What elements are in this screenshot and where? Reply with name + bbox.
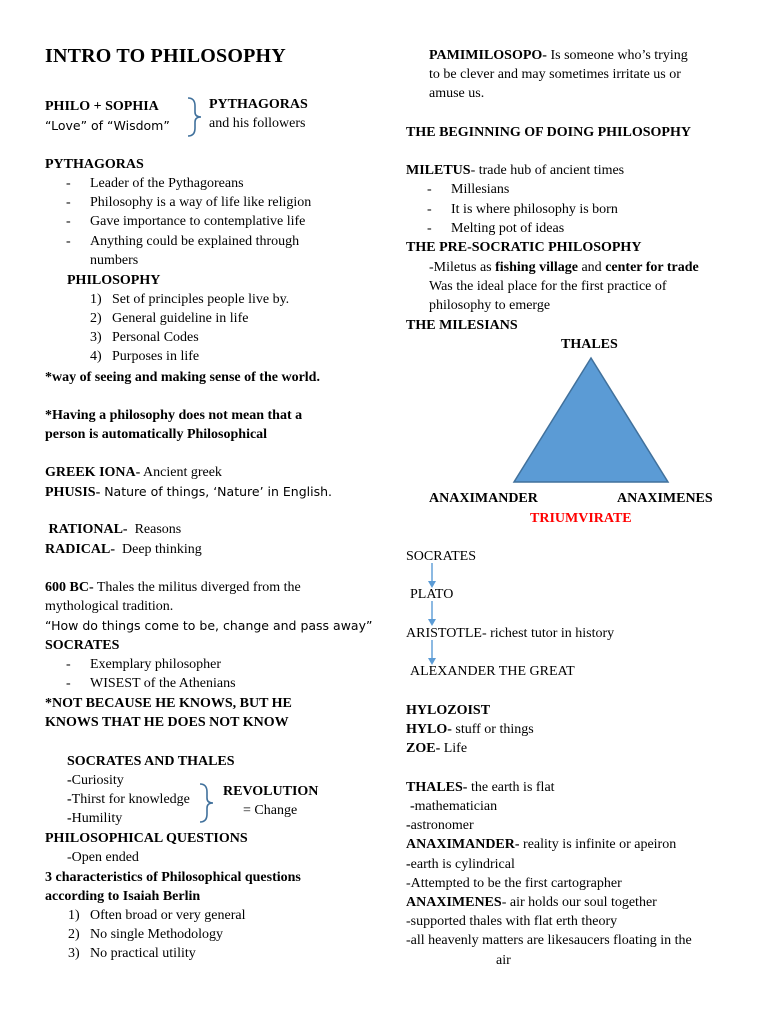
- list-item: - Exemplary philosopher: [90, 655, 221, 674]
- list-item: - Philosophy is a way of life like religion: [90, 193, 311, 212]
- list-item: - WISEST of the Athenians: [90, 674, 236, 693]
- greek-iona: GREEK IONA- Ancient greek: [45, 465, 222, 480]
- triumvirate-triangle: [510, 355, 672, 485]
- presocratic-heading: THE PRE-SOCRATIC PHILOSOPHY: [406, 240, 642, 255]
- chain-plato: PLATO: [410, 587, 454, 602]
- list-item: -Attempted to be the first cartographer: [406, 876, 622, 891]
- hylo: HYLO- stuff or things: [406, 722, 534, 737]
- list-item-continuation: air: [496, 953, 511, 968]
- list-item-continuation: numbers: [90, 253, 139, 268]
- list-item: -mathematician: [410, 799, 498, 814]
- philosophy-heading: PHILOSOPHY: [67, 273, 161, 288]
- list-item: -earth is cylindrical: [406, 857, 515, 872]
- anaximander-label: ANAXIMANDER: [429, 491, 538, 506]
- having-philosophy-line1: *Having a philosophy does not mean that a: [45, 408, 303, 423]
- anaximenes-label: ANAXIMENES: [617, 491, 713, 506]
- how-quote: “How do things come to be, change and pass away”: [45, 618, 373, 633]
- numbered-item: 2) No single Methodology: [68, 927, 223, 942]
- pamimilosopo-line2: to be clever and may sometimes irritate us or: [429, 67, 681, 82]
- list-item: - Anything could be explained through: [90, 232, 299, 251]
- ideal-place-line2: philosophy to emerge: [429, 298, 551, 313]
- page-title: INTRO TO PHILOSOPHY: [45, 45, 286, 67]
- philo-sophia: PHILO + SOPHIA: [45, 99, 159, 114]
- change: = Change: [243, 803, 298, 818]
- curly-brace-icon: [186, 96, 206, 138]
- list-item: -Curiosity: [67, 773, 124, 788]
- revolution: REVOLUTION: [223, 784, 319, 799]
- numbered-item: 4) Purposes in life: [90, 349, 200, 364]
- chain-socrates: SOCRATES: [406, 549, 477, 564]
- list-item: -astronomer: [406, 818, 474, 833]
- chain-aristotle: ARISTOTLE- richest tutor in history: [406, 626, 615, 641]
- list-item: -Thirst for knowledge: [67, 792, 190, 807]
- list-item: -Humility: [67, 811, 123, 826]
- chain-alexander: ALEXANDER THE GREAT: [410, 664, 575, 679]
- list-item: -supported thales with flat erth theory: [406, 914, 618, 929]
- open-ended: -Open ended: [67, 850, 139, 865]
- ideal-place-line1: Was the ideal place for the first practice of: [429, 279, 667, 294]
- not-because-line2: KNOWS THAT HE DOES NOT KNOW: [45, 715, 289, 730]
- pythagoras-brace-title: PYTHAGORAS: [209, 97, 308, 112]
- curly-brace-icon: [198, 782, 218, 824]
- list-item: - It is where philosophy is born: [451, 200, 618, 219]
- hylozoist-heading: HYLOZOIST: [406, 703, 491, 718]
- 600bc-line2: mythological tradition.: [45, 599, 174, 614]
- list-item: -all heavenly matters are likesaucers floating in the: [406, 933, 692, 948]
- numbered-item: 2) General guideline in life: [90, 311, 249, 326]
- three-characteristics-line2: according to Isaiah Berlin: [45, 889, 201, 904]
- miletus: MILETUS- trade hub of ancient times: [406, 163, 625, 178]
- list-item: - Millesians: [451, 180, 509, 199]
- numbered-item: 3) Personal Codes: [90, 330, 199, 345]
- pythagoras-brace-sub: and his followers: [209, 116, 306, 131]
- list-item: - Melting pot of ideas: [451, 219, 564, 238]
- socrates-heading: SOCRATES: [45, 638, 120, 653]
- way-of-seeing: *way of seeing and making sense of the world.: [45, 370, 320, 385]
- list-item: - Gave importance to contemplative life: [90, 212, 305, 231]
- pamimilosopo: PAMIMILOSOPO- Is someone who’s trying: [429, 48, 688, 63]
- triumvirate-label: TRIUMVIRATE: [530, 511, 632, 526]
- beginning-heading: THE BEGINNING OF DOING PHILOSOPHY: [406, 125, 691, 140]
- 600bc: 600 BC- Thales the militus diverged from the: [45, 580, 301, 595]
- zoe: ZOE- Life: [406, 741, 468, 756]
- numbered-item: 3) No practical utility: [68, 946, 196, 961]
- not-because-line1: *NOT BECAUSE HE KNOWS, BUT HE: [45, 696, 292, 711]
- rational: RATIONAL- Reasons: [45, 522, 182, 537]
- pythagoras-heading: PYTHAGORAS: [45, 157, 144, 172]
- miletus-as: -Miletus as fishing village and center for trade: [429, 260, 699, 275]
- list-item: - Leader of the Pythagoreans: [90, 174, 244, 193]
- philosophical-questions-heading: PHILOSOPHICAL QUESTIONS: [45, 831, 248, 846]
- radical: RADICAL- Deep thinking: [45, 542, 202, 557]
- numbered-item: 1) Set of principles people live by.: [90, 292, 290, 307]
- anaximander-fact: ANAXIMANDER- reality is infinite or apeiron: [406, 837, 677, 852]
- thales-label: THALES: [561, 337, 618, 352]
- numbered-item: 1) Often broad or very general: [68, 908, 246, 923]
- having-philosophy-line2: person is automatically Philosophical: [45, 427, 268, 442]
- phusis: PHUSIS- Nature of things, ‘Nature’ in English.: [45, 484, 332, 500]
- love-of-wisdom: “Love” of “Wisdom”: [45, 118, 170, 133]
- three-characteristics-line1: 3 characteristics of Philosophical questions: [45, 870, 301, 885]
- anaximenes-fact: ANAXIMENES- air holds our soul together: [406, 895, 657, 910]
- pamimilosopo-line3: amuse us.: [429, 86, 485, 101]
- thales-fact: THALES- the earth is flat: [406, 780, 555, 795]
- socrates-thales-heading: SOCRATES AND THALES: [67, 754, 235, 769]
- milesians-heading: THE MILESIANS: [406, 318, 518, 333]
